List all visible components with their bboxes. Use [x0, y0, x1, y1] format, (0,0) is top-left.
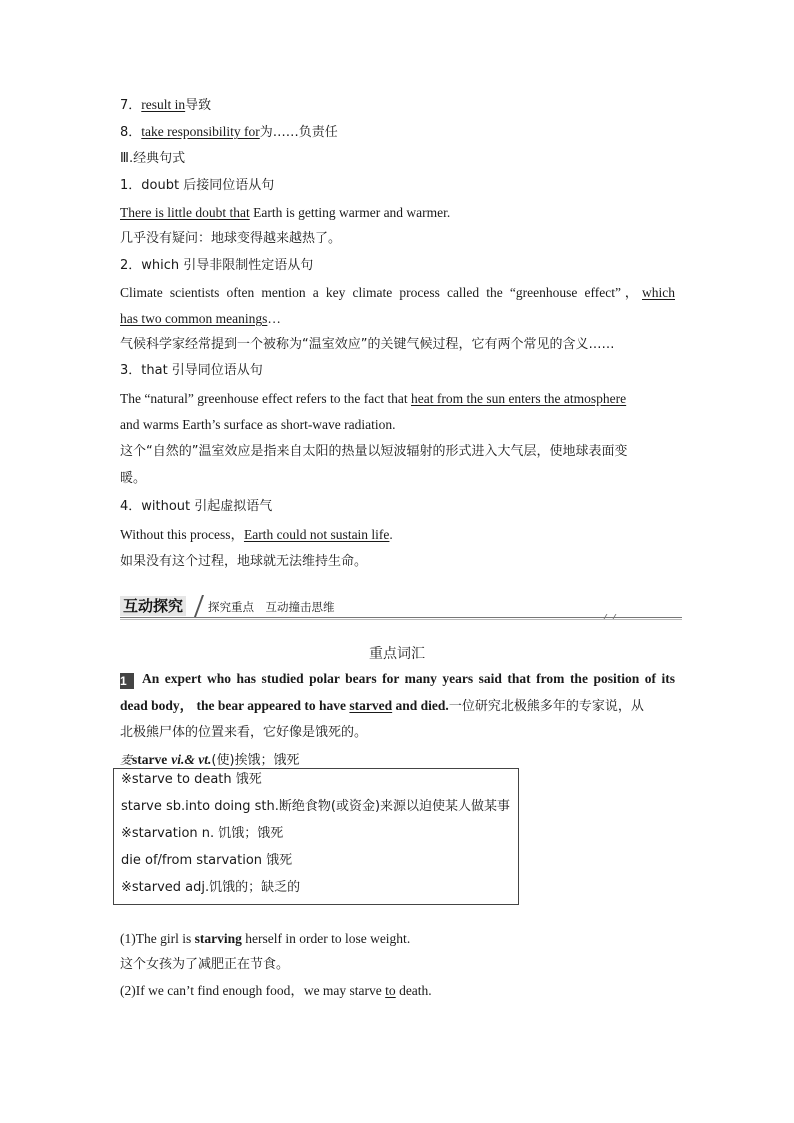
sentence-part: Without this process，	[120, 527, 244, 542]
sentence-rest: …	[267, 311, 281, 326]
pattern-heading-4: 4．without 引起虚拟语气	[120, 499, 273, 514]
example-blank-answer: to	[385, 983, 396, 998]
underlined-phrase: heat from the sun enters the atmosphere	[410, 391, 627, 406]
pattern-translation-4: 如果没有这个过程，地球就无法维持生命。	[120, 554, 368, 569]
pattern-example-3-line1	[120, 390, 626, 408]
vocab-box-line: ※starved adj.饥饿的；缺乏的	[121, 880, 301, 895]
entry-word: starve	[132, 752, 168, 767]
item1-english-part: An expert who has studied polar bears for many years said that from the position of its	[142, 671, 675, 686]
section-tag: 互动探究	[120, 596, 186, 616]
phrase-number: 8．	[120, 125, 142, 140]
phrase-item-8	[120, 123, 338, 142]
pattern-example-4	[120, 526, 393, 544]
pattern-example-1	[120, 204, 450, 222]
pattern-translation-1: 几乎没有疑问：地球变得越来越热了。	[120, 231, 342, 246]
example-1	[120, 930, 410, 948]
entry-meaning: (使)挨饿；饿死	[211, 753, 300, 768]
vocab-box-line: die of/from starvation 饿死	[121, 853, 293, 868]
underlined-phrase: has two common meanings	[120, 311, 268, 326]
example-part: herself in order to lose weight.	[241, 931, 411, 946]
example-part: (1)The girl is	[120, 931, 195, 946]
pattern-translation-3-line1: 这个“自然的”温室效应是指来自太阳的热量以短波辐射的形式进入大气层，使地球表面变	[120, 444, 628, 459]
underlined-word: starved	[349, 698, 393, 713]
pattern-heading-3: 3．that 引导同位语从句	[120, 363, 263, 378]
phrase-english: take responsibility for	[141, 124, 260, 139]
vocab-box-line: starve sb.into doing sth.断绝食物(或资金)来源以迫使某人做某事	[121, 799, 511, 814]
header-slash-divider	[194, 595, 204, 617]
header-rule-secondary	[120, 619, 682, 620]
item-number-badge: 1	[120, 673, 134, 689]
underlined-phrase: There is little doubt that	[120, 205, 250, 220]
phrase-english: result in	[141, 97, 186, 112]
vocab-box-line: ※starvation n. 饥饿；饿死	[121, 826, 284, 841]
item1-english-part: and died.	[392, 698, 449, 713]
vocab-box-line: ※starve to death 饿死	[121, 772, 262, 787]
underlined-phrase: which	[642, 285, 675, 300]
vocabulary-title: 重点词汇	[369, 646, 425, 662]
example-part: death.	[395, 983, 432, 998]
example-2	[120, 982, 432, 1000]
sentence-rest: .	[389, 527, 393, 542]
phrase-chinese: 为……负责任	[259, 125, 338, 140]
phrase-number: 7．	[120, 98, 142, 113]
pattern-heading-1: 1．doubt 后接同位语从句	[120, 178, 275, 193]
item1-line3: 北极熊尸体的位置来看，它好像是饿死的。	[120, 725, 368, 740]
vocabulary-box	[113, 768, 519, 905]
pattern-translation-3-line2: 暖。	[120, 471, 147, 486]
entry-mark: 麦	[120, 753, 133, 767]
section-title: Ⅲ.经典句式	[120, 151, 186, 166]
section-header	[120, 596, 682, 620]
underlined-phrase: Earth could not sustain life	[243, 527, 390, 542]
example-part: (2)If we can’t find enough food，we may starve	[120, 983, 386, 998]
sentence-part: Climate scientists often mention a key climate process called the “greenhouse effect”，	[120, 285, 642, 300]
example-keyword: starving	[194, 931, 242, 946]
header-rule	[120, 617, 682, 618]
sentence-rest: Earth is getting warmer and warmer.	[249, 205, 451, 220]
item1-line1	[120, 670, 675, 689]
phrase-chinese: 导致	[185, 98, 212, 113]
item1-line2	[120, 697, 644, 716]
pattern-heading-2: 2．which 引导非限制性定语从句	[120, 258, 314, 273]
item1-chinese-part: 一位研究北极熊多年的专家说，从	[448, 699, 644, 714]
pattern-example-2-line1	[120, 284, 675, 302]
pattern-translation-2: 气候科学家经常提到一个被称为“温室效应”的关键气候过程，它有两个常见的含义……	[120, 337, 615, 352]
pattern-example-3-line2: and warms Earth’s surface as short-wave radiation.	[120, 417, 396, 432]
item1-english-part: dead body， the bear appeared to have	[120, 698, 350, 713]
pattern-example-2-line2	[120, 310, 281, 328]
entry-part-of-speech: vi.& vt.	[171, 752, 212, 767]
phrase-item-7	[120, 96, 211, 115]
example-1-translation: 这个女孩为了减肥正在节食。	[120, 957, 290, 972]
section-subtitle: 探究重点 互动撞击思维	[208, 600, 335, 614]
sentence-part: The “natural” greenhouse effect refers to the fact that	[120, 391, 411, 406]
